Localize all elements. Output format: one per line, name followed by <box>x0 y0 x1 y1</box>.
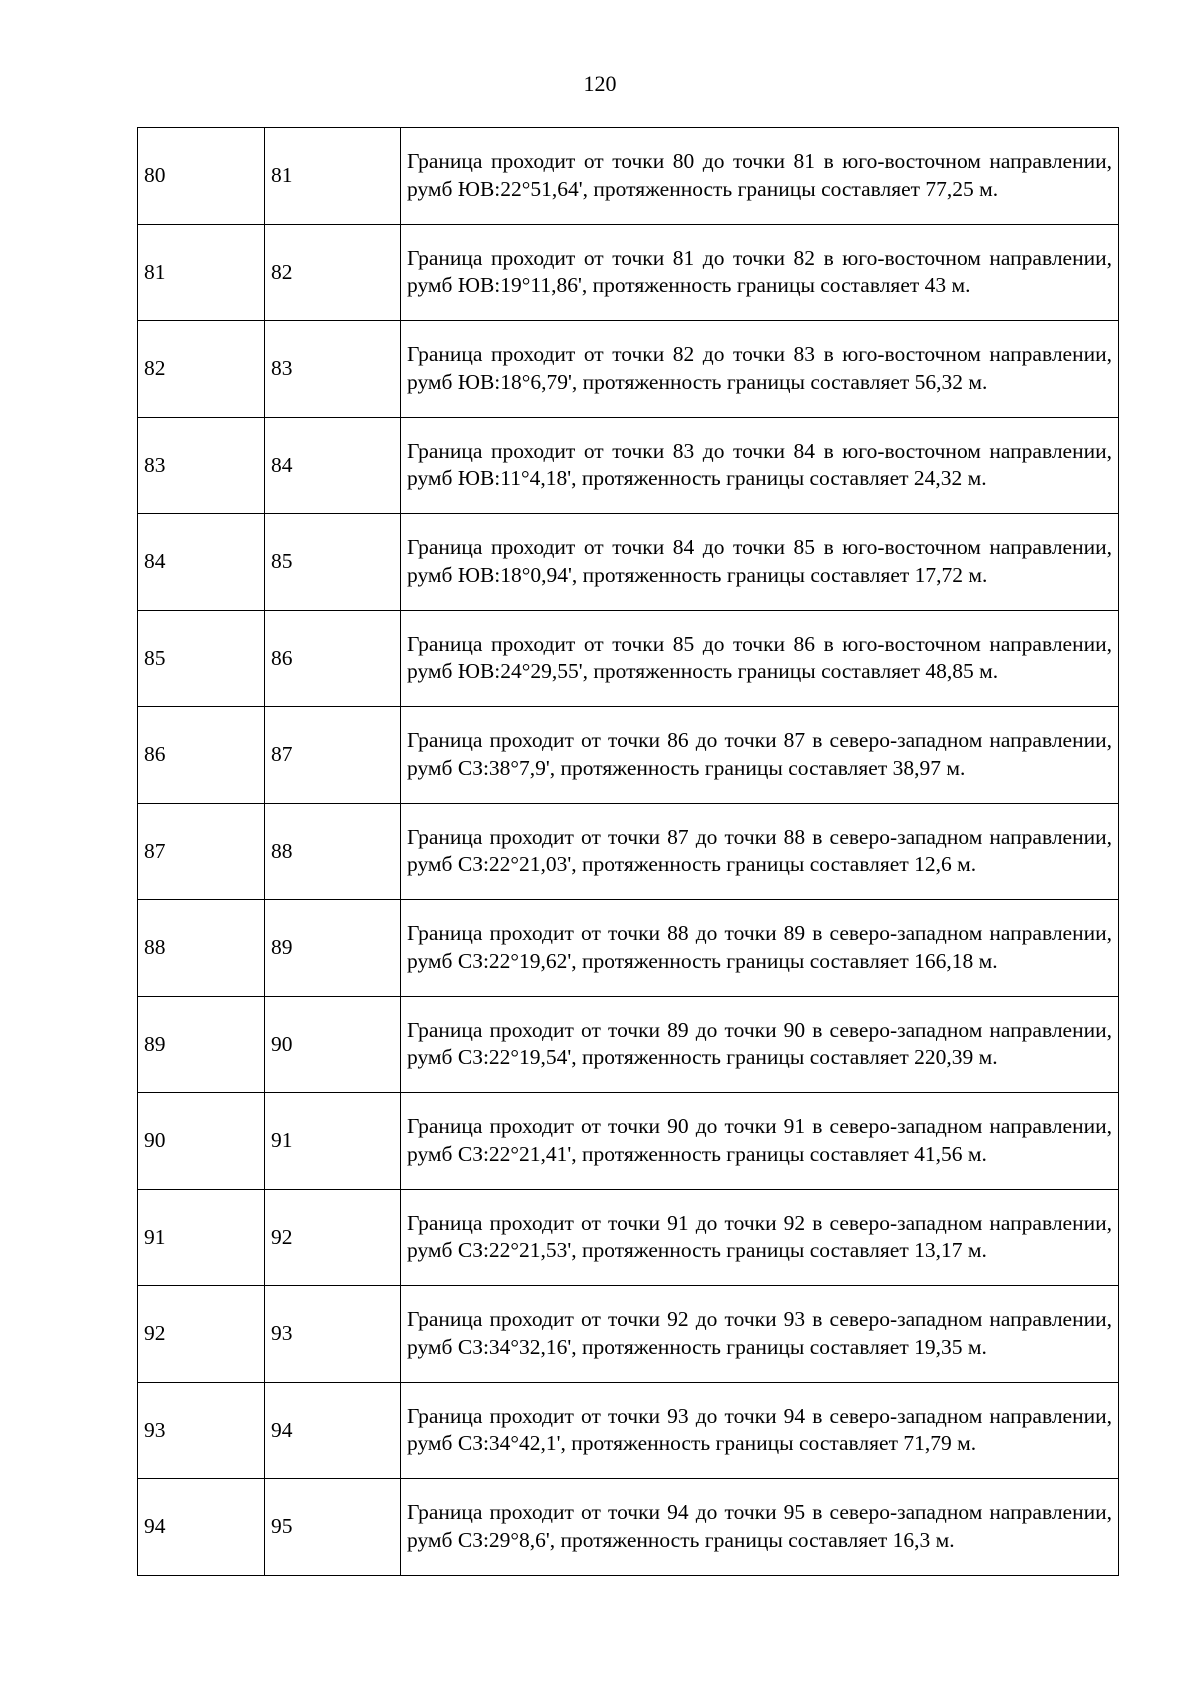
to-point-cell: 86 <box>265 610 401 707</box>
to-point-cell: 82 <box>265 224 401 321</box>
from-point-cell: 85 <box>138 610 265 707</box>
boundary-description-cell: Граница проходит от точки 88 до точки 89 в северо-западном направлении, румб СЗ:22°19,62', протяженность границы составляет 166,18 м. <box>401 900 1119 997</box>
boundary-description-cell: Граница проходит от точки 92 до точки 93 в северо-западном направлении, румб СЗ:34°32,16', протяженность границы составляет 19,35 м. <box>401 1286 1119 1383</box>
table-row <box>138 707 1119 804</box>
boundary-description-cell: Граница проходит от точки 85 до точки 86 в юго-восточном направлении, румб ЮВ:24°29,55', протяженность границы составляет 48,85 м. <box>401 610 1119 707</box>
from-point-cell: 89 <box>138 996 265 1093</box>
boundary-description-cell: Граница проходит от точки 91 до точки 92 в северо-западном направлении, румб СЗ:22°21,53', протяженность границы составляет 13,17 м. <box>401 1189 1119 1286</box>
boundary-description-cell: Граница проходит от точки 87 до точки 88 в северо-западном направлении, румб СЗ:22°21,03', протяженность границы составляет 12,6 м. <box>401 803 1119 900</box>
from-point-cell: 93 <box>138 1382 265 1479</box>
to-point-cell: 84 <box>265 417 401 514</box>
to-point-cell: 93 <box>265 1286 401 1383</box>
table-row <box>138 514 1119 611</box>
from-point-cell: 88 <box>138 900 265 997</box>
table-row <box>138 417 1119 514</box>
from-point-cell: 84 <box>138 514 265 611</box>
table-row <box>138 803 1119 900</box>
from-point-cell: 91 <box>138 1189 265 1286</box>
table-row <box>138 128 1119 225</box>
from-point-cell: 83 <box>138 417 265 514</box>
table-row <box>138 900 1119 997</box>
to-point-cell: 85 <box>265 514 401 611</box>
boundary-description-cell: Граница проходит от точки 89 до точки 90 в северо-западном направлении, румб СЗ:22°19,54', протяженность границы составляет 220,39 м. <box>401 996 1119 1093</box>
table-row <box>138 321 1119 418</box>
to-point-cell: 95 <box>265 1479 401 1576</box>
table-row <box>138 996 1119 1093</box>
to-point-cell: 89 <box>265 900 401 997</box>
to-point-cell: 90 <box>265 996 401 1093</box>
boundary-description-cell: Граница проходит от точки 90 до точки 91 в северо-западном направлении, румб СЗ:22°21,41', протяженность границы составляет 41,56 м. <box>401 1093 1119 1190</box>
from-point-cell: 94 <box>138 1479 265 1576</box>
from-point-cell: 90 <box>138 1093 265 1190</box>
boundary-description-cell: Граница проходит от точки 86 до точки 87 в северо-западном направлении, румб СЗ:38°7,9', протяженность границы составляет 38,97 м. <box>401 707 1119 804</box>
from-point-cell: 87 <box>138 803 265 900</box>
to-point-cell: 83 <box>265 321 401 418</box>
to-point-cell: 81 <box>265 128 401 225</box>
table-row <box>138 1093 1119 1190</box>
boundary-description-cell: Граница проходит от точки 94 до точки 95 в северо-западном направлении, румб СЗ:29°8,6', протяженность границы составляет 16,3 м. <box>401 1479 1119 1576</box>
from-point-cell: 82 <box>138 321 265 418</box>
from-point-cell: 92 <box>138 1286 265 1383</box>
boundary-description-cell: Граница проходит от точки 83 до точки 84 в юго-восточном направлении, румб ЮВ:11°4,18', протяженность границы составляет 24,32 м. <box>401 417 1119 514</box>
boundary-description-cell: Граница проходит от точки 82 до точки 83 в юго-восточном направлении, румб ЮВ:18°6,79', протяженность границы составляет 56,32 м. <box>401 321 1119 418</box>
table-row <box>138 1479 1119 1576</box>
boundary-description-cell: Граница проходит от точки 84 до точки 85 в юго-восточном направлении, румб ЮВ:18°0,94', протяженность границы составляет 17,72 м. <box>401 514 1119 611</box>
from-point-cell: 86 <box>138 707 265 804</box>
from-point-cell: 81 <box>138 224 265 321</box>
boundary-description-cell: Граница проходит от точки 93 до точки 94 в северо-западном направлении, румб СЗ:34°42,1', протяженность границы составляет 71,79 м. <box>401 1382 1119 1479</box>
from-point-cell: 80 <box>138 128 265 225</box>
table-row <box>138 610 1119 707</box>
to-point-cell: 88 <box>265 803 401 900</box>
to-point-cell: 91 <box>265 1093 401 1190</box>
table-row <box>138 1286 1119 1383</box>
table-row <box>138 1382 1119 1479</box>
page-number: 120 <box>583 71 617 96</box>
boundary-description-cell: Граница проходит от точки 80 до точки 81 в юго-восточном направлении, румб ЮВ:22°51,64', протяженность границы составляет 77,25 м. <box>401 128 1119 225</box>
to-point-cell: 94 <box>265 1382 401 1479</box>
boundary-description-cell: Граница проходит от точки 81 до точки 82 в юго-восточном направлении, румб ЮВ:19°11,86', протяженность границы составляет 43 м. <box>401 224 1119 321</box>
to-point-cell: 87 <box>265 707 401 804</box>
table-row <box>138 1189 1119 1286</box>
table-row <box>138 224 1119 321</box>
to-point-cell: 92 <box>265 1189 401 1286</box>
boundary-table <box>137 127 1119 1576</box>
